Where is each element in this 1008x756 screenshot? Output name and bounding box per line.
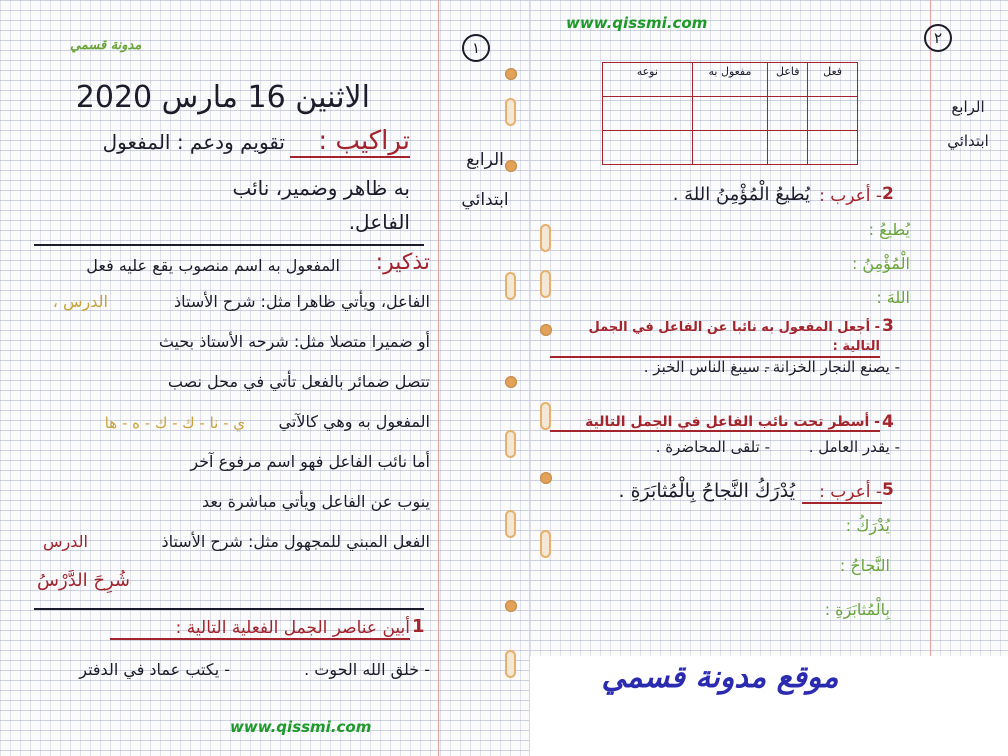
watermark-blog-name: مدونة قسمي [70, 38, 142, 53]
exercise-4-title: - أسطر تحت نائب الفاعل في الجمل التالية [550, 414, 880, 432]
rule-line-5: المفعول به وهي كالآتي [278, 412, 430, 431]
table-row [603, 131, 858, 165]
pronoun-list: ي - نا - ك - ك - ه - ها [104, 414, 245, 432]
right-notebook-page [530, 0, 1008, 656]
lesson-title-line3: الفاعل. [348, 210, 410, 234]
level-grade: الرابع [951, 98, 985, 116]
table-header-cell: فاعل [768, 63, 808, 97]
binder-hole [540, 324, 552, 336]
analysis-table [602, 62, 858, 165]
exercise-4-number: 4 [882, 412, 894, 432]
rule-line-6: أما نائب الفاعل فهو اسم مرفوع آخر [190, 452, 430, 471]
watermark-url-top: www.qissmi.com [566, 14, 708, 32]
watermark-url-bottom: www.qissmi.com [230, 718, 372, 736]
binder-slot [540, 402, 551, 430]
binder-hole [540, 472, 552, 484]
level-stage: ابتدائي [461, 190, 509, 210]
lesson-title-line2: به ظاهر وضمير، نائب [232, 176, 410, 200]
exercise-2-sentence: يُطيعُ الْمُؤْمِنُ اللهَ . [672, 184, 810, 205]
binder-slot [540, 224, 551, 252]
exercise-5-label: - أعرب : [802, 482, 882, 504]
binder-slot [540, 530, 551, 558]
exercise-5-answer-1: يُدْرَكُ : [845, 516, 890, 535]
binder-slot [540, 270, 551, 298]
exercise-1-number: 1 [412, 616, 425, 637]
passive-example: شُرِحَ الدَّرْسُ [37, 570, 130, 591]
exercise-4-sentence-2: - تلقى المحاضرة . [655, 438, 770, 456]
binder-hole [505, 600, 517, 612]
exercise-4-sentence-1: - يقدر العامل . [808, 438, 900, 456]
binder-slot [505, 272, 516, 300]
table-header-cell: نوعه [603, 63, 693, 97]
exercise-2-number: 2 [882, 184, 894, 204]
table-header-row [603, 63, 858, 97]
exercise-1-title: أبين عناصر الجمل الفعلية التالية : [110, 618, 410, 640]
exercise-2-answer-2: الْمُؤْمِنُ : [851, 254, 910, 273]
rule-line-2: الفاعل، ويأتي ظاهرا مثل: شرح الأستاذ [174, 292, 430, 311]
rule-line-8: الفعل المبني للمجهول مثل: شرح الأستاذ [161, 532, 430, 551]
exercise-5-answer-2: النَّجاحُ : [839, 556, 890, 575]
rule-line-1: المفعول به اسم منصوب يقع عليه فعل [86, 256, 340, 275]
level-grade: الرابع [466, 150, 504, 170]
subject-label: تراكيب : [290, 126, 410, 158]
date-heading: الاثنين 16 مارس 2020 [75, 80, 370, 115]
exercise-3-sentence-1: - يصنع النجار الخزانة . [763, 358, 900, 376]
exercise-2-answer-1: يُطيعُ : [868, 220, 910, 239]
binder-slot [505, 98, 516, 126]
rule-line-4: تتصل ضمائر بالفعل تأتي في محل نصب [167, 372, 430, 391]
rule-line-3: أو ضميرا متصلا مثل: شرحه الأستاذ بحيث [158, 332, 430, 351]
exercise-2-answer-3: اللهَ : [876, 288, 910, 307]
exercise-5-sentence: يُدْرَكُ النَّجاحُ بِالْمُثابَرَةِ . [618, 480, 795, 502]
page-number-badge: ١ [462, 34, 490, 62]
binder-slot [505, 510, 516, 538]
margin-line [438, 0, 439, 756]
reminder-label: تذكير: [375, 250, 430, 275]
exercise-3-sentence-2: - سيبغ الناس الخبز . [643, 358, 770, 376]
table-row [603, 97, 858, 131]
binder-slot [505, 650, 516, 678]
table-header-cell: مفعول به [692, 63, 768, 97]
example-object-word: الدرس ، [52, 292, 108, 311]
exercise-3-number: 3 [882, 316, 894, 336]
passive-example-tail: الدرس [43, 532, 88, 551]
banner-area [530, 656, 1008, 756]
table-header-cell: فعل [808, 63, 858, 97]
lesson-title-line1: تقويم ودعم : المفعول [102, 130, 285, 154]
exercise-5-answer-3: بِالْمُثابَرَةِ : [824, 600, 890, 619]
exercise-1-sentence-2: - يكتب عماد في الدفتر [79, 660, 230, 679]
exercise-3-title: - أجعل المفعول به نائبا عن الفاعل في الجمل التالية : [550, 318, 880, 358]
section-divider [34, 244, 424, 246]
binder-hole [505, 160, 517, 172]
binder-hole [505, 376, 517, 388]
level-stage: ابتدائي [947, 132, 989, 150]
binder-slot [505, 430, 516, 458]
page-number-badge: ٢ [924, 24, 952, 52]
exercise-1-sentence-1: - خلق الله الحوت . [304, 660, 430, 679]
site-banner: موقع مدونة قسمي [601, 660, 839, 695]
exercise-5-number: 5 [882, 480, 894, 500]
binder-hole [505, 68, 517, 80]
exercise-2-label: - أعرب : [819, 186, 882, 206]
rule-line-7: ينوب عن الفاعل ويأتي مباشرة بعد [201, 492, 430, 511]
section-divider [34, 608, 424, 610]
